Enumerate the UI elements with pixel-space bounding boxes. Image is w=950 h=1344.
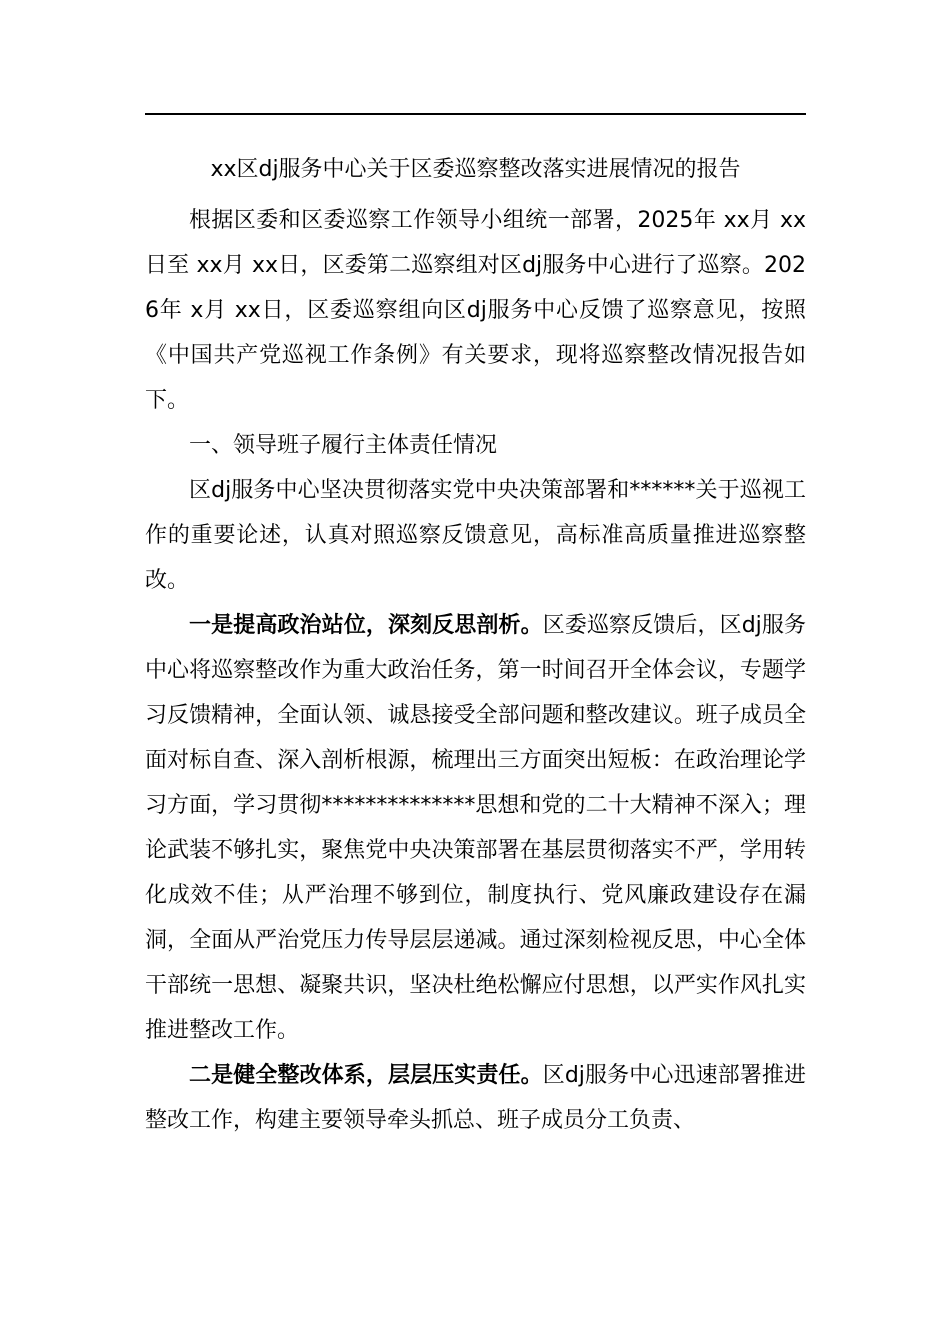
document-title: xx区dj服务中心关于区委巡察整改落实进展情况的报告	[210, 157, 741, 182]
paragraph-text: 区dj服务中心迅速部署推进整改工作，构建主要领导牵头抓总、班子成员分工负责、	[145, 1063, 806, 1133]
paragraph-point-one	[145, 603, 806, 1053]
header-rule	[145, 113, 806, 115]
paragraph-text: 区dj服务中心坚决贯彻落实党中央决策部署和******关于巡视工作的重要论述，认真对照巡察反馈意见，高标准高质量推进巡察整改。	[145, 478, 806, 593]
paragraph-point-two	[145, 1053, 806, 1143]
paragraph-overview	[145, 468, 806, 603]
document-body	[145, 198, 806, 1143]
paragraph-lead: 一是提高政治站位，深刻反思剖析。	[189, 613, 543, 638]
section-heading	[145, 423, 806, 468]
paragraph-intro	[145, 198, 806, 423]
paragraph-text: 区委巡察反馈后，区dj服务中心将巡察整改作为重大政治任务，第一时间召开全体会议，专题学习反馈精神，全面认领、诚恳接受全部问题和整改建议。班子成员全面对标自查、深入剖析根源，梳理出三方面突出短板：在政治理论学习方面，学习贯彻**************思想和党的二十大精神不深入；理论武装不够扎实，聚焦党中央决策部署在基层贯彻落实不严，学用转化成效不佳；从严治理不够到位，制度执行、党风廉政建设存在漏洞，全面从严治党压力传导层层递减。通过深刻检视反思，中心全体干部统一思想、凝聚共识，坚决杜绝松懈应付思想，以严实作风扎实推进整改工作。	[145, 613, 806, 1043]
paragraph-lead: 二是健全整改体系，层层压实责任。	[189, 1063, 543, 1088]
section-heading-text: 一、领导班子履行主体责任情况	[189, 433, 498, 458]
paragraph-text: 根据区委和区委巡察工作领导小组统一部署，2025年 xx月 xx日至 xx月 xx日，区委第二巡察组对区dj服务中心进行了巡察。2026年 x月 xx日，区委巡察组向区dj服务中心反馈了巡察意见，按照《中国共产党巡视工作条例》有关要求，现将巡察整改情况报告如下。	[145, 208, 806, 413]
